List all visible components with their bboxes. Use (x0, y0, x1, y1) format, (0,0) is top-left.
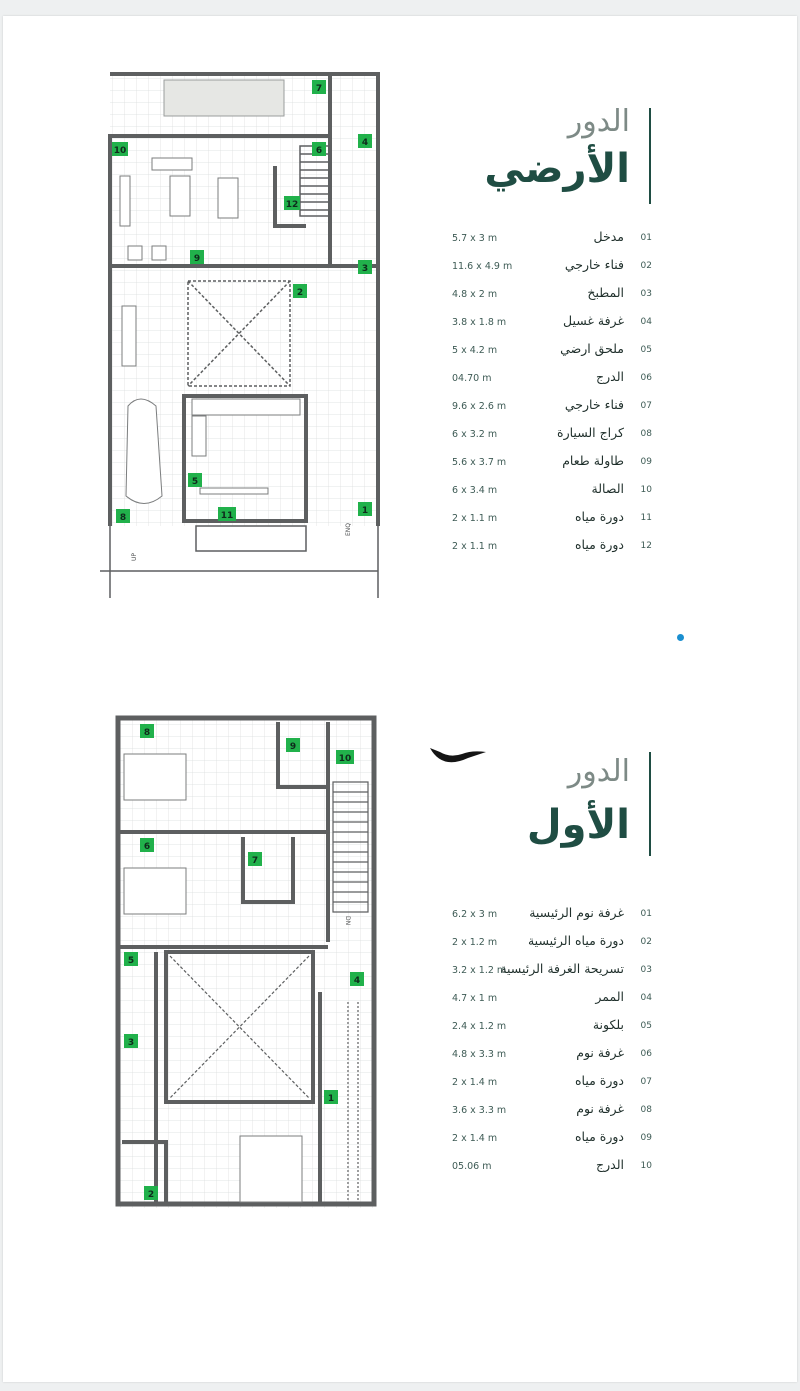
svg-text:1: 1 (327, 1094, 335, 1104)
legend-row: 5.7 x 3 m مدخل 01 (452, 229, 652, 244)
ground-floor-plan (100, 66, 385, 598)
svg-text:10: 10 (338, 754, 352, 764)
first-floor-plan (108, 712, 388, 1212)
legend-row: 3.8 x 1.8 m غرفة غسيل 04 (452, 313, 652, 328)
svg-text:2: 2 (296, 288, 304, 298)
car (126, 399, 162, 504)
ground-label-9 (190, 250, 204, 264)
ground-label-2 (293, 284, 307, 298)
ground-label-6 (312, 142, 326, 156)
legend-row: 5.6 x 3.7 m طاولة طعام 09 (452, 453, 652, 468)
legend-row: 6 x 3.4 m الصالة 10 (452, 481, 652, 496)
legend-row: 2.4 x 1.2 m بلكونة 05 (452, 1017, 652, 1032)
svg-text:6: 6 (143, 842, 151, 852)
svg-text:2: 2 (147, 1190, 155, 1200)
legend-row: 3.6 x 3.3 m غرفة نوم 08 (452, 1101, 652, 1116)
ground-title-line2: الأرضي (484, 146, 630, 192)
legend-row: 6.2 x 3 m غرفة نوم الرئيسية 01 (452, 905, 652, 920)
legend-row: 04.70 m الدرج 06 (452, 369, 652, 384)
legend-row: 4.8 x 2 m المطبخ 03 (452, 285, 652, 300)
legend-row: 2 x 1.1 m دورة مياه 12 (452, 537, 652, 552)
ground-label-12 (284, 196, 300, 210)
legend-row: 4.7 x 1 m الممر 04 (452, 989, 652, 1004)
sofa-2 (152, 158, 192, 170)
ground-label-4 (358, 134, 372, 148)
first-floor-title (500, 748, 670, 858)
first-dn-text: DN (344, 916, 351, 926)
front-planter (164, 80, 284, 116)
ground-title-line1: الدور (567, 104, 630, 139)
sofa-3 (170, 176, 190, 216)
svg-text:7: 7 (315, 84, 323, 94)
ground-label-8 (116, 509, 130, 523)
svg-text:7: 7 (251, 856, 259, 866)
legend-row: 5 x 4.2 m ملحق ارضي 05 (452, 341, 652, 356)
armchair-2 (152, 246, 166, 260)
first-label-3 (124, 1034, 138, 1048)
legend-row: 2 x 1.4 m دورة مياه 07 (452, 1073, 652, 1088)
ground-label-7 (312, 80, 326, 94)
legend-row: 4.8 x 3.3 m غرفة نوم 06 (452, 1045, 652, 1060)
sofa (120, 176, 130, 226)
first-label-1 (324, 1090, 338, 1104)
legend-row: 2 x 1.2 m دورة مياه الرئيسية 02 (452, 933, 652, 948)
legend-row: 3.2 x 1.2 m تسريحة الغرفة الرئيسية 03 (452, 961, 652, 976)
garage-bench (122, 306, 136, 366)
first-label-9 (286, 738, 300, 752)
first-label-8 (140, 724, 154, 738)
first-label-6 (140, 838, 154, 852)
bed-room-8 (124, 754, 186, 800)
first-floor-legend (452, 905, 652, 1175)
legend-row: 05.06 m الدرج 10 (452, 1157, 652, 1172)
first-title-line1: الدور (567, 754, 630, 789)
legend-row: 2 x 1.1 m دورة مياه 11 (452, 509, 652, 524)
bed-master (240, 1136, 302, 1202)
svg-text:9: 9 (289, 742, 297, 752)
svg-text:11: 11 (220, 511, 234, 521)
legend-row: 6 x 3.2 m كراج السيارة 08 (452, 425, 652, 440)
first-label-5 (124, 952, 138, 966)
first-label-10 (336, 750, 354, 764)
leaf-mark (428, 740, 488, 774)
ground-label-11 (218, 507, 236, 521)
dining-table (218, 178, 238, 218)
svg-text:8: 8 (143, 728, 151, 738)
legend-row: 11.6 x 4.9 m فناء خارجي 02 (452, 257, 652, 272)
ground-label-5 (188, 473, 202, 487)
ground-bottom-steps (196, 526, 306, 551)
legend-row: 9.6 x 2.6 m فناء خارجي 07 (452, 397, 652, 412)
separator-dot (677, 634, 684, 641)
ground-enq-text: ENQ (345, 522, 352, 536)
svg-text:4: 4 (353, 976, 361, 986)
legend-row: 2 x 1.4 m دورة مياه 09 (452, 1129, 652, 1144)
ground-floor-title (484, 100, 670, 210)
first-label-7 (248, 852, 262, 866)
ground-up-text: UP (131, 552, 138, 561)
ground-label-1 (358, 502, 372, 516)
ground-baseline (100, 526, 378, 598)
svg-text:5: 5 (127, 956, 135, 966)
first-label-4 (350, 972, 364, 986)
svg-text:5: 5 (191, 477, 199, 487)
annex-seat (192, 416, 206, 456)
annex-sofa (192, 399, 300, 415)
first-title-line2: الأول (526, 802, 630, 848)
svg-text:6: 6 (315, 146, 323, 156)
svg-text:3: 3 (127, 1038, 135, 1048)
bed-room-6 (124, 868, 186, 914)
svg-text:1: 1 (361, 506, 369, 516)
svg-text:4: 4 (361, 138, 369, 148)
annex-counter (200, 488, 268, 494)
svg-text:10: 10 (113, 146, 127, 156)
ground-label-3 (358, 260, 372, 274)
first-label-2 (144, 1186, 158, 1200)
first-title-rule (649, 752, 651, 856)
armchair-1 (128, 246, 142, 260)
ground-floor-legend (452, 229, 652, 559)
svg-text:12: 12 (285, 200, 299, 210)
svg-text:8: 8 (119, 513, 127, 523)
svg-text:3: 3 (361, 264, 369, 274)
ground-title-rule (649, 108, 651, 204)
ground-label-10 (112, 142, 128, 156)
svg-text:9: 9 (193, 254, 201, 264)
